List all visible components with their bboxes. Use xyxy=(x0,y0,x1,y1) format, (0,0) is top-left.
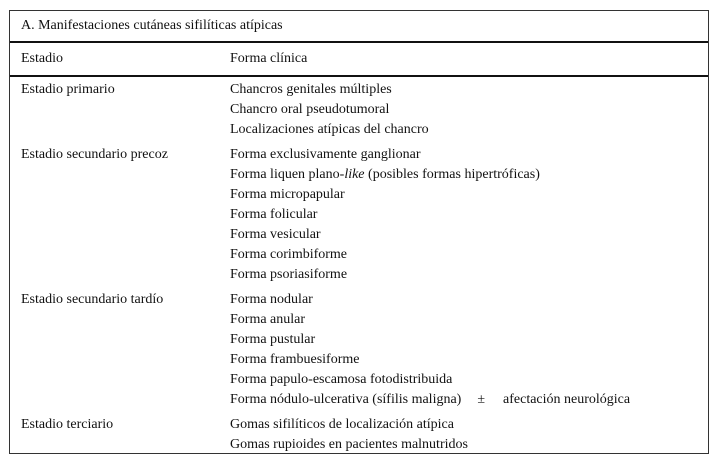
forms-cell xyxy=(230,142,708,285)
form-item: Forma vesicular xyxy=(230,227,321,242)
table-body xyxy=(10,77,708,455)
column-header-estadio: Estadio xyxy=(21,51,63,66)
stage-cell: Estadio primario xyxy=(21,82,115,97)
table-row-group xyxy=(10,287,708,410)
form-item: Forma nodular xyxy=(230,292,313,307)
form-item: Forma corimbiforme xyxy=(230,247,348,262)
form-item: Forma nódulo-ulcerativa (sífilis maligna) ± afectación neurológica xyxy=(230,392,631,407)
form-item: Chancros genitales múltiples xyxy=(230,82,392,97)
table-row-group xyxy=(10,77,708,140)
form-item: Localizaciones atípicas del chancro xyxy=(230,122,429,137)
forms-cell xyxy=(230,287,708,410)
form-item: Forma liquen plano-like (posibles formas hipertróficas) xyxy=(230,167,540,182)
form-item: Forma papulo-escamosa fotodistribuida xyxy=(230,372,453,387)
form-item: Forma micropapular xyxy=(230,187,345,202)
stage-cell: Estadio secundario precoz xyxy=(21,147,168,162)
form-item: Gomas rupioides en pacientes malnutridos xyxy=(230,437,468,452)
forms-cell xyxy=(230,412,708,455)
stage-cell: Estadio terciario xyxy=(21,417,114,432)
form-item: Chancro oral pseudotumoral xyxy=(230,102,390,117)
form-item: Forma folicular xyxy=(230,207,318,222)
table-caption xyxy=(10,11,708,43)
form-item: Forma frambuesiforme xyxy=(230,352,360,367)
table-row-group xyxy=(10,412,708,455)
table-caption-text: A. Manifestaciones cutáneas sifilíticas atípicas xyxy=(21,18,283,33)
forms-cell xyxy=(230,77,708,140)
table-header-row xyxy=(10,43,708,77)
form-item: Forma anular xyxy=(230,312,306,327)
table-row-group xyxy=(10,142,708,285)
column-header-forma-clinica: Forma clínica xyxy=(230,51,308,66)
stage-cell: Estadio secundario tardío xyxy=(21,292,164,307)
form-item: Forma psoriasiforme xyxy=(230,267,348,282)
form-item: Forma pustular xyxy=(230,332,316,347)
data-table xyxy=(9,10,709,454)
form-item: Forma exclusivamente ganglionar xyxy=(230,147,421,162)
form-item: Gomas sifilíticos de localización atípica xyxy=(230,417,454,432)
